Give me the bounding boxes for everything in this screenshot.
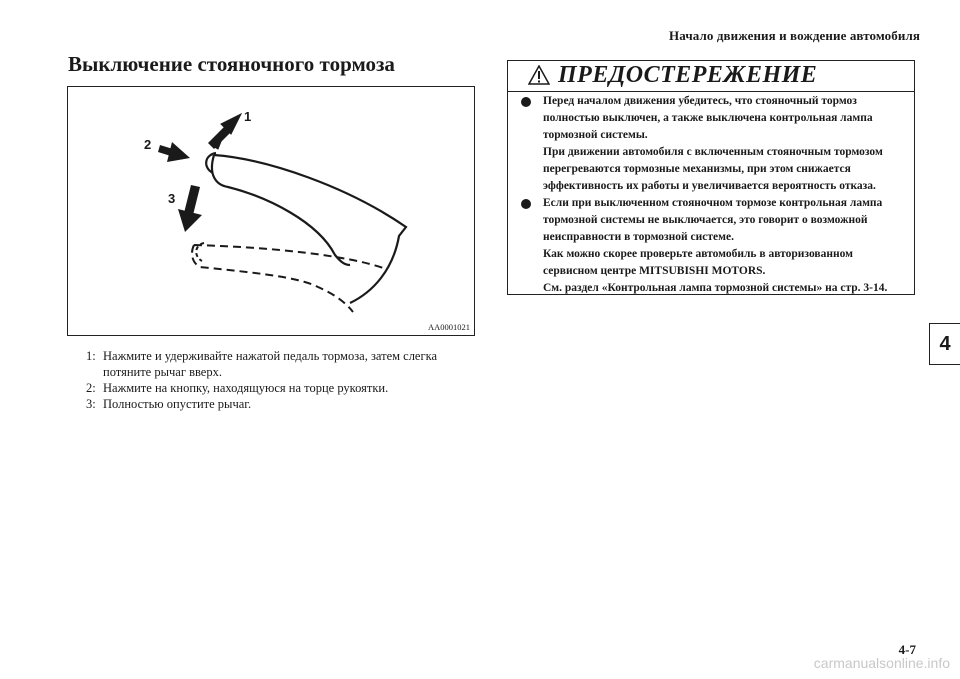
warning-box xyxy=(507,60,915,295)
section-title: Выключение стояночного тормоза xyxy=(68,52,395,76)
warning-text: Как можно скорее проверьте автомобиль в авторизованном сервисном центре MITSUBISHI MOTORS. xyxy=(543,248,853,277)
step-text: Полностью опустите рычаг. xyxy=(103,397,252,411)
chapter-tab: 4 xyxy=(929,323,960,365)
step-number: 3: xyxy=(86,397,96,411)
warning-text: При движении автомобиля с включенным стояночным тормозом перегреваются тормозные механизмы, при этом снижается эффективность их работы и увеличивается вероятность отказа. xyxy=(543,146,883,192)
watermark: carmanualsonline.info xyxy=(813,655,950,671)
callout-3: 3 xyxy=(168,191,176,206)
bullet-icon xyxy=(521,199,531,209)
warning-header xyxy=(508,61,914,92)
step-number: 1: xyxy=(86,349,96,363)
bullet-icon xyxy=(521,97,531,107)
arrow-3-icon xyxy=(178,185,202,232)
steps-list xyxy=(86,348,481,412)
warning-item xyxy=(518,195,908,297)
warning-triangle-icon xyxy=(528,65,550,85)
step-text: Нажмите и удерживайте нажатой педаль тормоза, затем слегка потяните рычаг вверх. xyxy=(103,349,438,379)
step-number: 2: xyxy=(86,381,96,395)
warning-text: Перед началом движения убедитесь, что стояночный тормоз полностью выключен, а также выключена контрольная лампа тормозной системы. xyxy=(543,95,873,141)
list-item xyxy=(86,396,481,412)
parking-brake-illustration xyxy=(67,86,475,336)
lever-diagram xyxy=(68,87,475,336)
step-text: Нажмите на кнопку, находящуюся на торце рукоятки. xyxy=(103,381,389,395)
lowered-lever-outline xyxy=(192,245,386,312)
running-header: Начало движения и вождение автомобиля xyxy=(669,28,920,43)
warning-text: Если при выключенном стояночном тормозе контрольная лампа тормозной системы не выключается, это говорит о возможной неисправности в тормозной системе. xyxy=(543,197,883,243)
lever-outline xyxy=(212,155,406,303)
arrow-2-icon xyxy=(158,142,190,162)
figure-code: AA0001021 xyxy=(427,322,470,332)
list-item xyxy=(86,348,481,380)
callout-1: 1 xyxy=(244,109,252,124)
warning-title: ПРЕДОСТЕРЕЖЕНИЕ xyxy=(558,62,818,88)
list-item xyxy=(86,380,481,396)
page-number: 4-7 xyxy=(898,642,916,657)
warning-body xyxy=(518,93,908,297)
callout-2: 2 xyxy=(144,137,152,152)
warning-item xyxy=(518,93,908,195)
warning-text: См. раздел «Контрольная лампа тормозной системы» на стр. 3-14. xyxy=(543,282,888,294)
